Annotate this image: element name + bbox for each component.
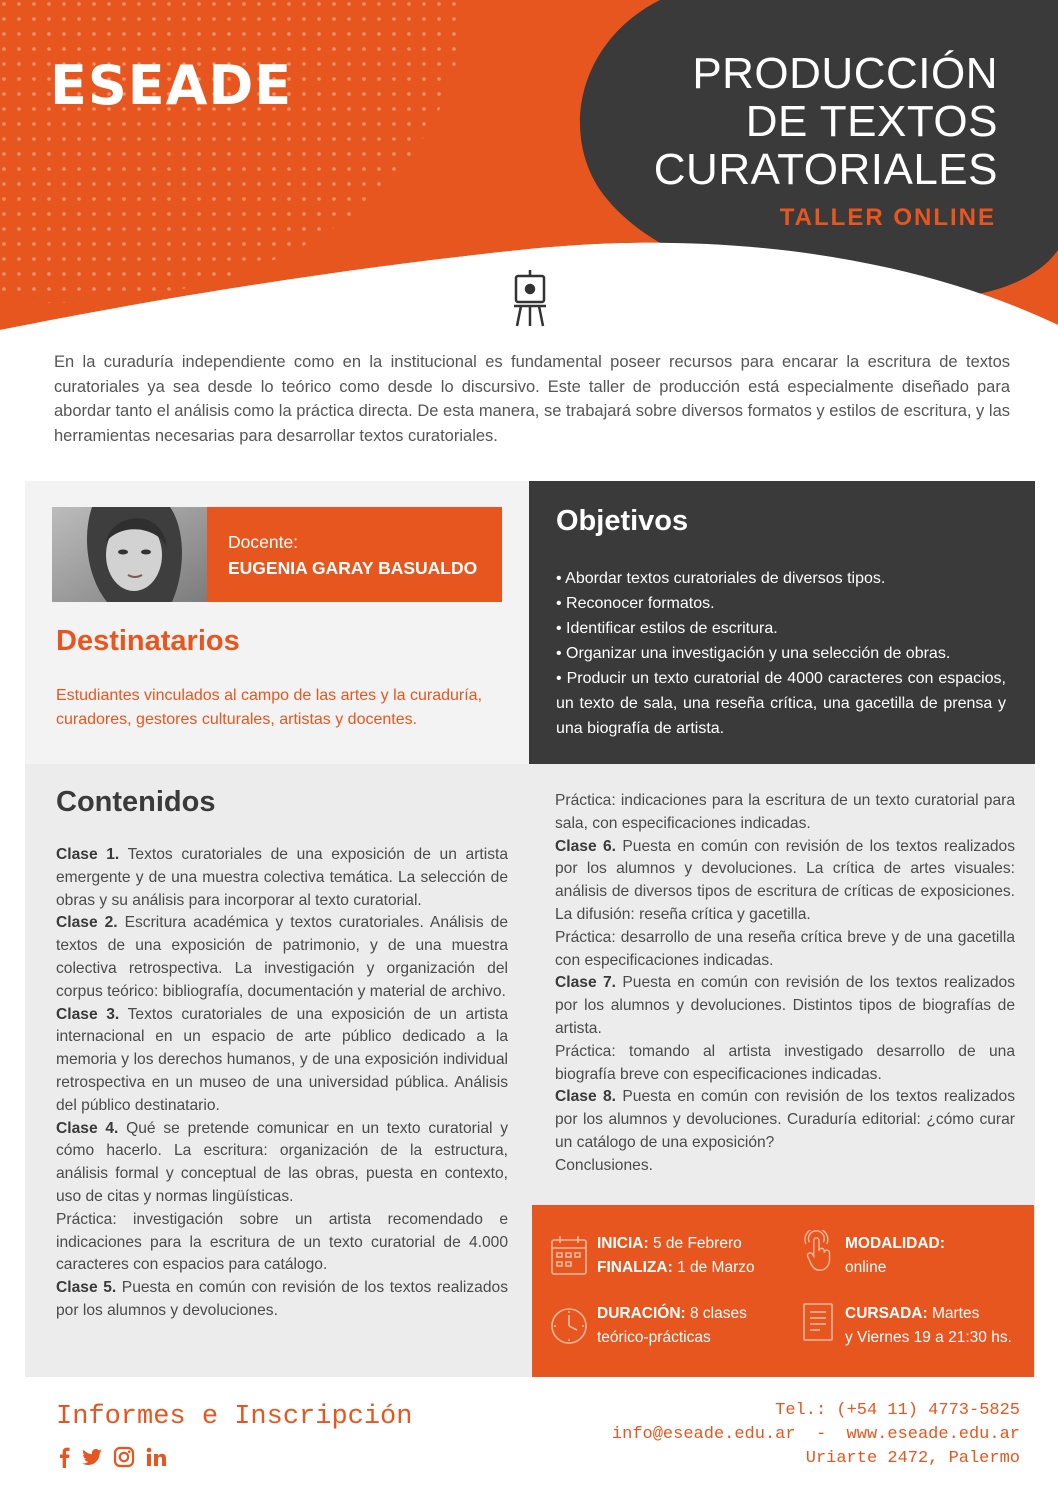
clase-entry [56, 844, 508, 912]
intro-paragraph: En la curaduría independiente como en la institucional es fundamental poseer recursos para encarar la escritura de textos curatoriales ya sea desde lo teórico como desde lo discursivo. Este taller de producción está especialmente diseñado para abordar tanto el análisis como la práctica directa. De esta manera, se trabajará sobre diversos formatos y estilos de escritura, y las herramientas necesarias para desarrollar textos curatoriales. [54, 353, 1010, 445]
clase-text: Puesta en común con revisión de los textos realizados por los alumnos y devoluciones. Distintos tipos de biografías de artista. [555, 974, 1016, 1037]
course-info-box [532, 1205, 1034, 1377]
clase-text: Práctica: indicaciones para la escritura de un texto curatorial para sala, con especificaciones indicadas. [555, 792, 1015, 832]
duracion-info [597, 1302, 747, 1350]
footer-title: Informes e Inscripción [56, 1402, 413, 1432]
contact-address: Uriarte 2472, Palermo [805, 1449, 1020, 1468]
destinatarios-text: Estudiantes vinculados al campo de las artes y la curaduría, curadores, gestores culturales, artistas y docentes. [56, 687, 483, 728]
inicia-value: 5 de Febrero [648, 1235, 742, 1252]
duracion-value-2: teórico-prácticas [597, 1329, 711, 1346]
teacher-label: Docente: [228, 532, 299, 552]
clock-icon [550, 1305, 588, 1347]
modalidad-label: MODALIDAD: [845, 1235, 945, 1252]
teacher-name: EUGENIA GARAY BASUALDO [228, 558, 478, 578]
clase-text: Puesta en común con revisión de los textos realizados por los alumnos y devoluciones. Curaduría editorial: ¿cómo curar un catálogo de una exposición? [555, 1088, 1016, 1151]
objetivo-item: • Reconocer formatos. [556, 595, 715, 612]
finaliza-value: 1 de Marzo [672, 1259, 755, 1276]
contact-block [612, 1399, 1020, 1471]
eseade-logo: ESEADE [50, 54, 293, 117]
cursada-value-2: y Viernes 19 a 21:30 hs. [845, 1329, 1012, 1346]
title-line-2: DE TEXTOS [745, 97, 998, 146]
dates-info [597, 1232, 755, 1280]
clase-label: Clase 7. [555, 974, 617, 992]
finaliza-label: FINALIZA: [597, 1259, 673, 1276]
contenidos-column-1 [56, 844, 508, 1323]
contenidos-heading: Contenidos [56, 786, 216, 818]
clase-text: Práctica: investigación sobre un artista recomendado e indicaciones para la escritura de un texto curatorial de 4.000 caracteres con espacios para catálogo. [56, 1210, 508, 1274]
objetivo-item: • Organizar una investigación y una selección de obras. [556, 645, 951, 662]
contact-email-web[interactable]: info@eseade.edu.ar - www.eseade.edu.ar [611, 1425, 1020, 1444]
destinatarios-heading: Destinatarios [56, 625, 240, 657]
objetivo-item: • Producir un texto curatorial de 4000 caracteres con espacios, un texto de sala, una reseña crítica, una gacetilla de prensa y una biografía de artista. [556, 670, 1006, 737]
clase-entry [56, 1118, 508, 1209]
clase-label: Clase 6. [555, 837, 617, 855]
twitter-icon[interactable] [81, 1446, 103, 1468]
clase-label: Clase 3. [56, 1005, 120, 1023]
course-subtitle: TALLER ONLINE [779, 204, 996, 231]
teacher-photo [52, 507, 207, 602]
clase-text: Textos curatoriales de una exposición de un artista internacional en un espacio de arte público dedicado a la memoria y los derechos humanos, y de una exposición individual retrospectiva en un museo de una universidad pública. Análisis del público destinatario. [56, 1005, 508, 1114]
modalidad-value: online [845, 1259, 887, 1276]
facebook-icon[interactable] [54, 1446, 76, 1468]
clase-label: Clase 1. [56, 846, 120, 863]
clase-entry [555, 1086, 1015, 1154]
clase-text: Qué se pretende comunicar en un texto curatorial y cómo hacerlo. La escritura: organización de la estructura, análisis formal y conceptual de las obras, puesta en contexto, uso de citas y normas lingüísticas. [56, 1119, 508, 1205]
clase-entry [56, 1277, 508, 1323]
contact-phone[interactable]: Tel.: (+54 11) 4773-5825 [775, 1401, 1020, 1420]
objetivos-list [556, 566, 1006, 741]
clase-text: Escritura académica y textos curatoriales. Análisis de textos de una exposición de patrimonio, y de una muestra colectiva retrospectiva. La investigación y organización del corpus teórico: bibliografía, documentación y material de archivo. [56, 914, 508, 1000]
easel-icon [511, 268, 549, 328]
clase-entry [555, 790, 1015, 836]
instagram-icon[interactable] [113, 1446, 135, 1468]
touch-icon [800, 1230, 838, 1272]
clase-entry [56, 1004, 508, 1118]
clase-label: Clase 2. [56, 914, 118, 932]
document-icon [800, 1302, 838, 1344]
objetivos-heading: Objetivos [556, 505, 689, 537]
course-title [578, 50, 998, 194]
clase-entry [555, 836, 1015, 927]
duracion-label: DURACIÓN: [597, 1305, 686, 1322]
clase-entry [555, 972, 1015, 1040]
calendar-icon [550, 1234, 588, 1276]
duracion-value: 8 clases [685, 1305, 747, 1322]
clase-entry [555, 1041, 1015, 1087]
cursada-info [845, 1302, 1012, 1350]
cursada-label: CURSADA: [845, 1305, 928, 1322]
clase-label: Clase 8. [555, 1088, 617, 1106]
title-line-1: PRODUCCIÓN [692, 49, 998, 98]
clase-text: Puesta en común con revisión de los textos realizados por los alumnos y devoluciones. La crítica de artes visuales: análisis de diversos tipos de escritura de críticas de exposiciones. La difusión: reseña crítica y gacetilla. [555, 837, 1016, 923]
clase-text: Puesta en común con revisión de los textos realizados por los alumnos y devoluciones. [56, 1279, 508, 1319]
clase-text: Práctica: tomando al artista investigado desarrollo de una biografía breve con especificaciones indicadas. [555, 1042, 1015, 1083]
clase-text: Conclusiones. [555, 1156, 653, 1174]
clase-label: Clase 4. [56, 1119, 119, 1137]
clase-entry [555, 1155, 1015, 1178]
inicia-label: INICIA: [597, 1235, 649, 1252]
clase-entry [56, 912, 508, 1003]
clase-entry [555, 927, 1015, 973]
clase-text: Textos curatoriales de una exposición de un artista emergente y de una muestra colectiva temática. La selección de obras y su análisis para incorporar al texto curatorial. [56, 846, 508, 909]
clase-entry [56, 1209, 508, 1277]
title-line-3: CURATORIALES [653, 145, 998, 194]
cursada-value: Martes [927, 1305, 980, 1322]
clase-text: Práctica: desarrollo de una reseña crítica breve y de una gacetilla con especificaciones indicadas. [555, 928, 1015, 969]
contenidos-column-2 [555, 790, 1015, 1178]
linkedin-icon[interactable] [145, 1446, 167, 1468]
modalidad-info [845, 1232, 945, 1280]
objetivo-item: • Abordar textos curatoriales de diversos tipos. [556, 570, 886, 587]
clase-label: Clase 5. [56, 1279, 117, 1297]
objetivo-item: • Identificar estilos de escritura. [556, 620, 778, 637]
